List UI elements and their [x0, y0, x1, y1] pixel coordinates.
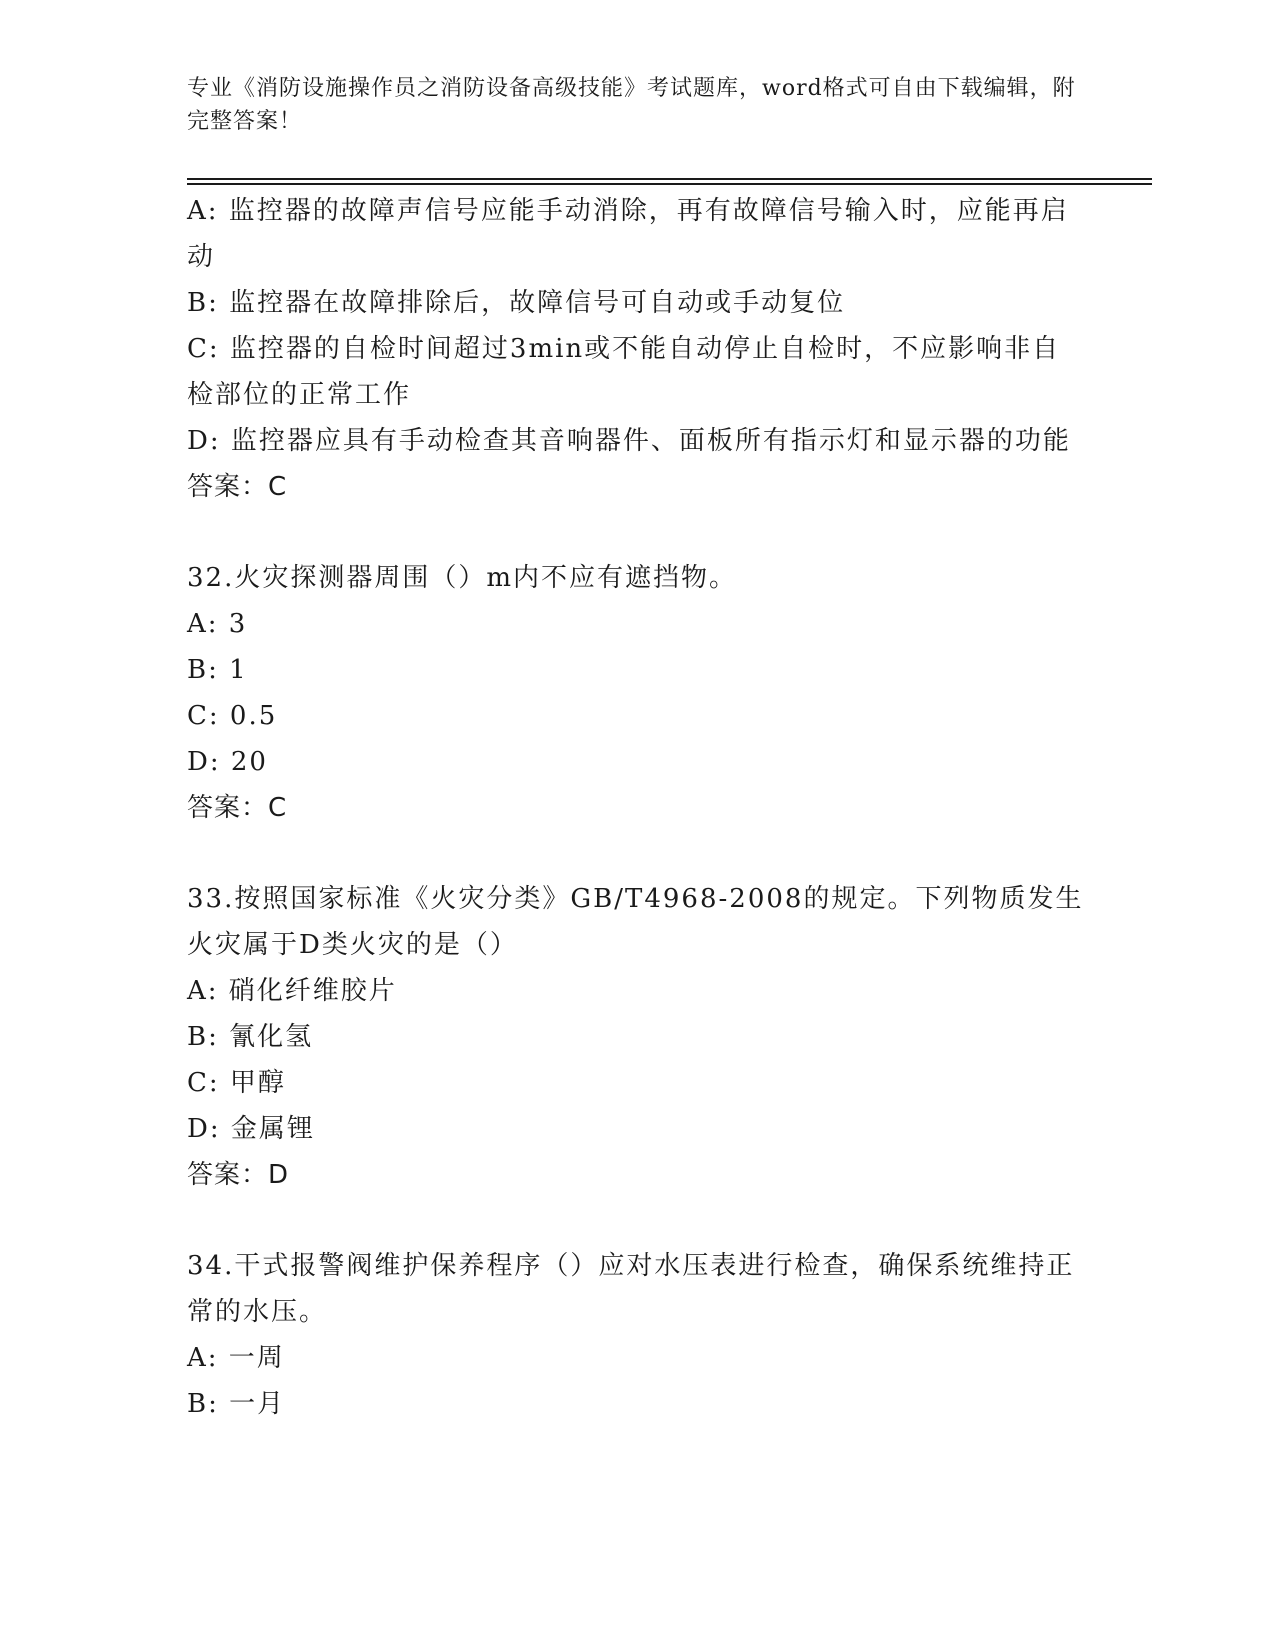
q34-question: 34.干式报警阀维护保养程序（）应对水压表进行检查，确保系统维持正常的水压。	[187, 1251, 1075, 1327]
q31-option-c: C: 监控器的自检时间超过3min或不能自动停止自检时，不应影响非自检部位的正常工作	[187, 334, 1061, 410]
q32-option-a: A: 3	[187, 609, 248, 639]
q32-option-d: D: 20	[187, 747, 268, 777]
q33-answer: 答案：D	[187, 1160, 290, 1190]
q31-option-a: A: 监控器的故障声信号应能手动消除，再有故障信号输入时，应能再启动	[187, 196, 1069, 272]
q32-option-b: B: 1	[187, 655, 248, 685]
q32-answer: 答案：C	[187, 793, 288, 823]
q31-answer: 答案：C	[187, 472, 288, 502]
q32-question: 32.火灾探测器周围（）m内不应有遮挡物。	[187, 563, 738, 593]
question-33-block	[187, 876, 1087, 1198]
document-header	[187, 72, 1077, 138]
q34-option-b: B: 一月	[187, 1389, 286, 1419]
question-34-block	[187, 1243, 1087, 1427]
q33-option-b: B: 氰化氢	[187, 1022, 314, 1052]
question-31-block	[187, 188, 1087, 510]
header-intro-text: 专业《消防设施操作员之消防设备高级技能》考试题库，word格式可自由下载编辑，附完整答案！	[187, 76, 1076, 134]
document-body	[187, 188, 1087, 1427]
spacer	[187, 1198, 1087, 1243]
q33-option-d: D: 金属锂	[187, 1114, 315, 1144]
spacer	[187, 831, 1087, 876]
q33-option-a: A: 硝化纤维胶片	[187, 976, 397, 1006]
header-divider-top	[187, 178, 1152, 180]
q33-option-c: C: 甲醇	[187, 1068, 286, 1098]
q33-question: 33.按照国家标准《火灾分类》GB/T4968-2008的规定。下列物质发生火灾属于D类火灾的是（）	[187, 884, 1084, 960]
q34-option-a: A: 一周	[187, 1343, 285, 1373]
question-32-block	[187, 555, 1087, 831]
header-divider-bottom	[187, 183, 1152, 185]
q32-option-c: C: 0.5	[187, 701, 278, 731]
spacer	[187, 510, 1087, 555]
q31-option-d: D: 监控器应具有手动检查其音响器件、面板所有指示灯和显示器的功能	[187, 426, 1071, 456]
q31-option-b: B: 监控器在故障排除后，故障信号可自动或手动复位	[187, 288, 846, 318]
